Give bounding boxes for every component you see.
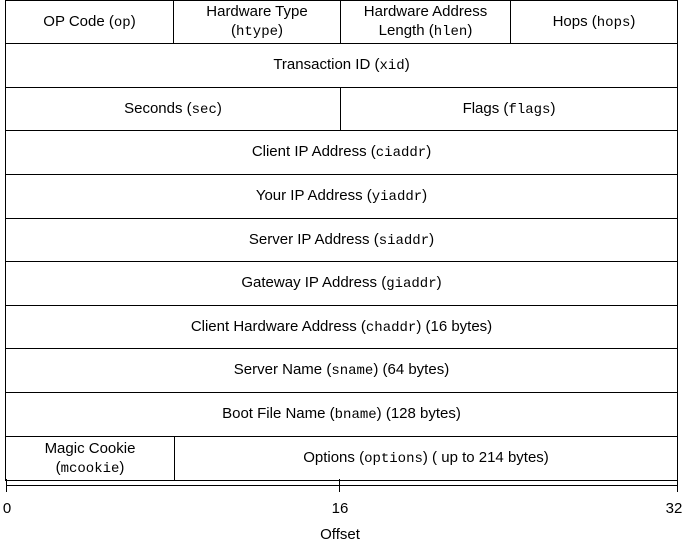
field-paren-open: ( — [359, 449, 365, 466]
field-hlen — [340, 0, 511, 44]
field-size: (128 bytes) — [381, 405, 461, 422]
field-paren-open: ( — [381, 274, 387, 291]
field-code: sec — [191, 101, 217, 118]
field-chaddr-line-0 — [191, 317, 492, 338]
field-size: (64 bytes) — [378, 361, 450, 378]
field-htype-line-0 — [206, 2, 307, 21]
field-paren-open: ( — [360, 317, 366, 335]
field-code: htype — [235, 24, 278, 40]
field-label: Client IP Address — [251, 143, 371, 160]
field-op — [5, 0, 174, 44]
field-paren-close: ) — [216, 99, 222, 117]
field-paren-close: ) — [467, 22, 473, 39]
field-label: Server IP Address — [248, 230, 374, 248]
field-paren-close: ) — [416, 317, 422, 335]
field-paren-close: ) — [130, 12, 136, 30]
axis-tick-32 — [677, 479, 678, 492]
field-label: Hardware Type — [206, 3, 308, 20]
field-giaddr-line-0 — [241, 273, 441, 294]
axis-tick-16 — [339, 479, 340, 492]
field-hlen-line-1 — [364, 21, 487, 42]
field-paren-close: ) — [119, 458, 125, 476]
field-options — [174, 436, 678, 481]
field-paren-close: ) — [278, 22, 283, 39]
field-label: Transaction ID — [273, 56, 375, 73]
field-sec-line-0 — [124, 99, 222, 120]
field-paren-open: ( — [326, 361, 332, 378]
axis-title: Offset — [320, 526, 360, 543]
field-code: chaddr — [365, 319, 417, 336]
field-label: Seconds — [124, 99, 187, 117]
field-code: mcookie — [60, 460, 120, 477]
field-op-line-0 — [43, 12, 135, 33]
field-paren-close: ) — [376, 405, 382, 422]
field-paren-open: ( — [503, 99, 509, 117]
field-htype — [173, 0, 341, 44]
field-code: yiaddr — [371, 189, 423, 205]
field-code: hlen — [433, 24, 468, 40]
field-label: Your IP Address — [255, 187, 367, 204]
field-hops-line-0 — [553, 12, 636, 33]
field-code: xid — [379, 58, 405, 74]
field-label: Hardware Address — [363, 3, 488, 20]
field-ciaddr-line-0 — [252, 142, 431, 163]
field-sname-line-0 — [234, 360, 449, 381]
field-mcookie-line-1 — [45, 458, 136, 479]
field-paren-close: ) — [422, 187, 428, 204]
field-label: Server Name — [233, 361, 327, 378]
field-paren-close: ) — [373, 361, 379, 378]
field-paren-open: ( — [428, 22, 434, 39]
field-mcookie — [5, 436, 175, 481]
field-label: Magic Cookie — [44, 439, 136, 457]
field-code: ciaddr — [375, 145, 427, 161]
axis-tick-label-0: 0 — [2, 500, 12, 517]
field-mcookie-line-0 — [45, 439, 136, 458]
field-label: Flags — [462, 99, 504, 117]
field-code: sname — [331, 363, 374, 379]
field-xid — [5, 43, 678, 88]
axis-tick-label-16: 16 — [331, 500, 349, 517]
field-sname — [5, 348, 678, 393]
field-yiaddr — [5, 174, 678, 219]
field-bname-line-0 — [222, 404, 461, 425]
field-code: flags — [508, 101, 551, 118]
field-code: options — [364, 451, 423, 467]
field-code: giaddr — [386, 276, 437, 292]
field-flags — [340, 87, 678, 131]
field-htype-line-1 — [206, 21, 307, 42]
field-paren-close: ) — [436, 274, 442, 291]
field-paren-open: ( — [329, 405, 335, 422]
field-chaddr — [5, 305, 678, 349]
field-code: bname — [334, 407, 377, 423]
field-paren-open: ( — [370, 143, 376, 160]
field-sec — [5, 87, 341, 131]
field-siaddr — [5, 218, 678, 262]
field-label: Gateway IP Address — [241, 274, 382, 291]
field-label: OP Code — [43, 12, 109, 30]
field-size: ( up to 214 bytes) — [427, 449, 549, 466]
field-code: siaddr — [378, 232, 430, 249]
field-paren-close: ) — [422, 449, 428, 466]
field-paren-open: ( — [373, 230, 379, 248]
field-paren-open: ( — [230, 22, 236, 39]
field-code: op — [113, 14, 131, 31]
field-hops — [510, 0, 678, 44]
field-paren-open: ( — [374, 56, 380, 73]
field-paren-close: ) — [426, 143, 432, 160]
field-bname — [5, 392, 678, 437]
field-options-line-0 — [303, 448, 549, 469]
field-size: (16 bytes) — [421, 317, 493, 335]
field-paren-close: ) — [550, 99, 556, 117]
field-paren-open: ( — [591, 12, 597, 30]
offset-axis-line — [6, 485, 678, 486]
field-ciaddr — [5, 130, 678, 175]
field-xid-line-0 — [273, 55, 409, 76]
field-hlen-line-0 — [364, 2, 487, 21]
field-flags-line-0 — [463, 99, 556, 120]
field-paren-close: ) — [429, 230, 435, 248]
field-yiaddr-line-0 — [256, 186, 427, 207]
field-label: Options — [303, 449, 360, 466]
axis-tick-0 — [6, 479, 7, 492]
field-label: Length — [378, 22, 429, 39]
field-paren-open: ( — [366, 187, 372, 204]
field-giaddr — [5, 261, 678, 306]
field-label: Client Hardware Address — [190, 317, 361, 335]
field-paren-close: ) — [404, 56, 410, 73]
field-paren-open: ( — [108, 12, 114, 30]
axis-tick-label-32: 32 — [665, 500, 683, 517]
field-paren-open: ( — [55, 458, 61, 476]
field-paren-open: ( — [186, 99, 192, 117]
field-label: Hops — [552, 12, 592, 30]
field-siaddr-line-0 — [249, 230, 434, 251]
field-code: hops — [596, 14, 631, 31]
field-paren-close: ) — [630, 12, 636, 30]
field-label: Boot File Name — [222, 405, 330, 422]
